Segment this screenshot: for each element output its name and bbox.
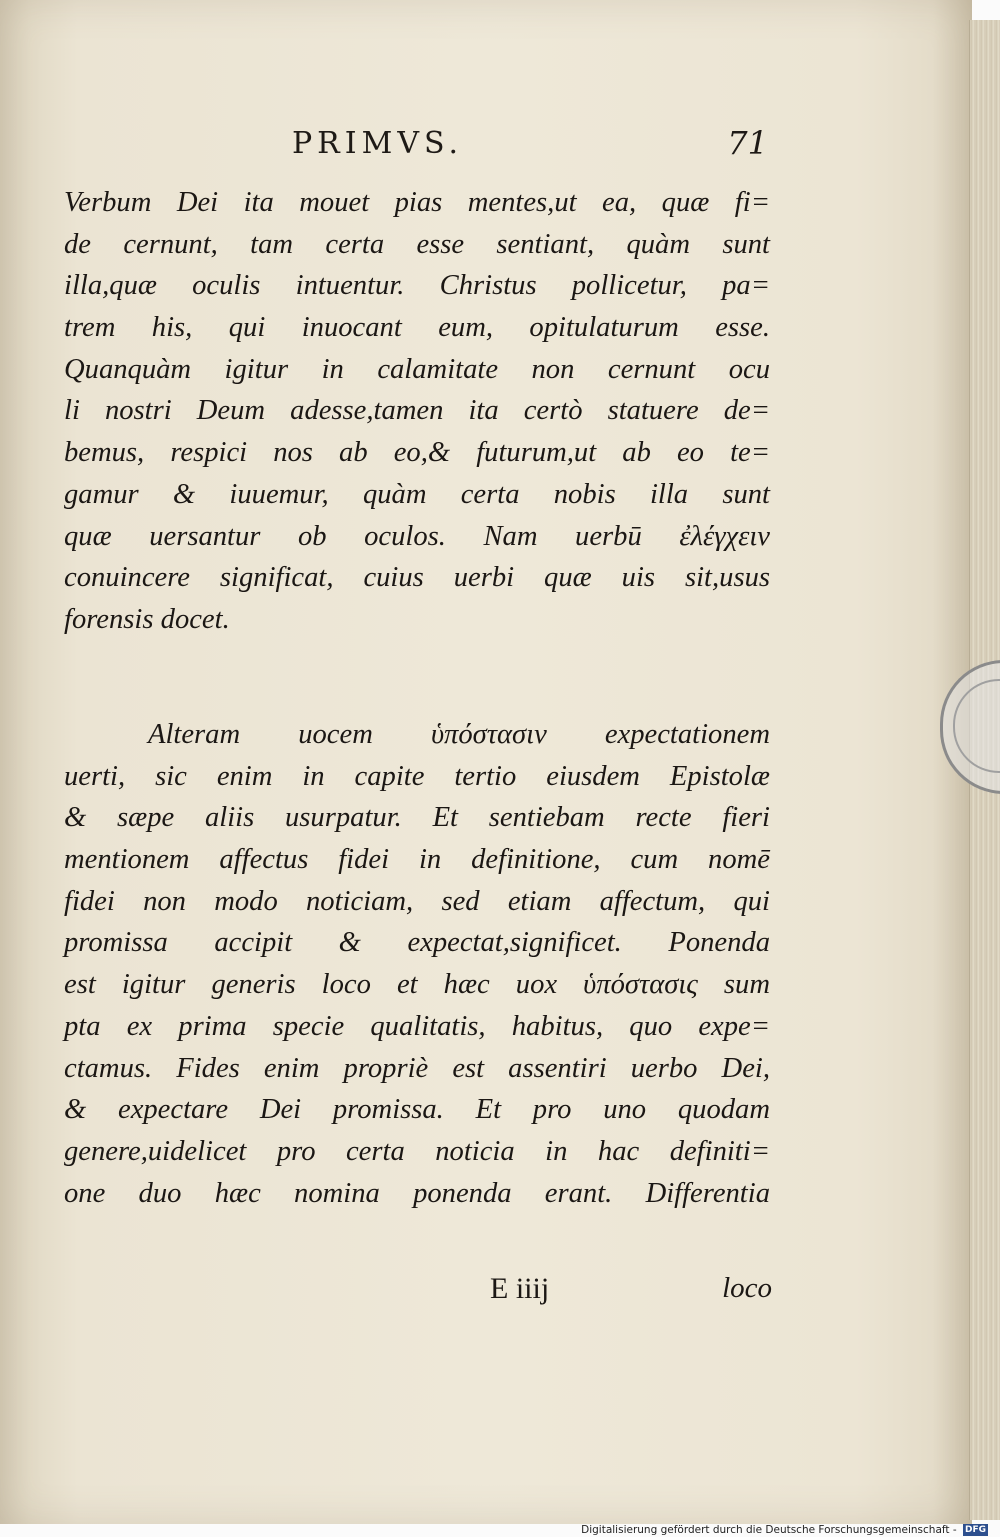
text-line: conuincere significat, cuius uerbi quæ uis sit,usus (64, 562, 770, 594)
text-line: & sæpe aliis usurpatur. Et sentiebam recte fieri (64, 802, 770, 834)
text-line: forensis docet. (64, 603, 230, 635)
text-line: Alteram uocem ὑπόστασιν expectationem (148, 719, 770, 750)
text-line: pta ex prima specie qualitatis, habitus, quo expe= (64, 1010, 770, 1042)
page-number: 71 (727, 124, 768, 162)
text-line: ctamus. Fides enim propriè est assentiri uerbo Dei, (64, 1052, 770, 1084)
text-line: & expectare Dei promissa. Et pro uno quodam (64, 1094, 770, 1126)
text-line: bemus, respici nos ab eo,& futurum,ut ab eo te= (64, 437, 770, 469)
text-line: Quanquàm igitur in calamitate non cernunt ocu (64, 353, 770, 385)
credit-text: Digitalisierung gefördert durch die Deutsche Forschungsgemeinschaft - (581, 1524, 957, 1536)
text-line: Verbum Dei ita mouet pias mentes,ut ea, quæ fi= (64, 187, 770, 218)
page-header (60, 120, 768, 170)
catchword: loco (722, 1272, 772, 1304)
paragraph-2 (64, 714, 770, 1214)
text-line: genere,uidelicet pro certa noticia in hac definiti= (64, 1135, 770, 1167)
text-line: mentionem affectus fidei in definitione, cum nomē (64, 844, 770, 876)
signature-mark: E iiij (490, 1272, 550, 1305)
digitization-credit (581, 1523, 988, 1537)
clip-inner-ring (953, 679, 1000, 773)
text-line: quæ uersantur ob oculos. Nam uerbū ἐλέγχειν (64, 520, 770, 552)
text-line: trem his, qui inuocant eum, opitulaturum esse. (64, 312, 770, 344)
text-line: uerti, sic enim in capite tertio eiusdem Epistolæ (64, 760, 770, 792)
text-line: promissa accipit & expectat,significet. Ponenda (64, 927, 770, 959)
text-line: de cernunt, tam certa esse sentiant, quàm sunt (64, 228, 770, 260)
text-line: fidei non modo noticiam, sed etiam affectum, qui (64, 885, 770, 917)
paragraph-1 (64, 182, 770, 641)
dfg-logo-icon: DFG (964, 1525, 986, 1535)
text-line: illa,quæ oculis intuentur. Christus pollicetur, pa= (64, 270, 770, 302)
text-line: est igitur generis loco et hæc uox ὑπόστασις sum (64, 969, 770, 1001)
text-line: gamur & iuuemur, quàm certa nobis illa sunt (64, 478, 770, 510)
page-footer (490, 1272, 772, 1316)
text-line: one duo hæc nomina ponenda erant. Differentia (64, 1177, 770, 1209)
text-line: li nostri Deum adesse,tamen ita certò statuere de= (64, 395, 770, 427)
running-head: PRIMVS. (292, 126, 464, 161)
